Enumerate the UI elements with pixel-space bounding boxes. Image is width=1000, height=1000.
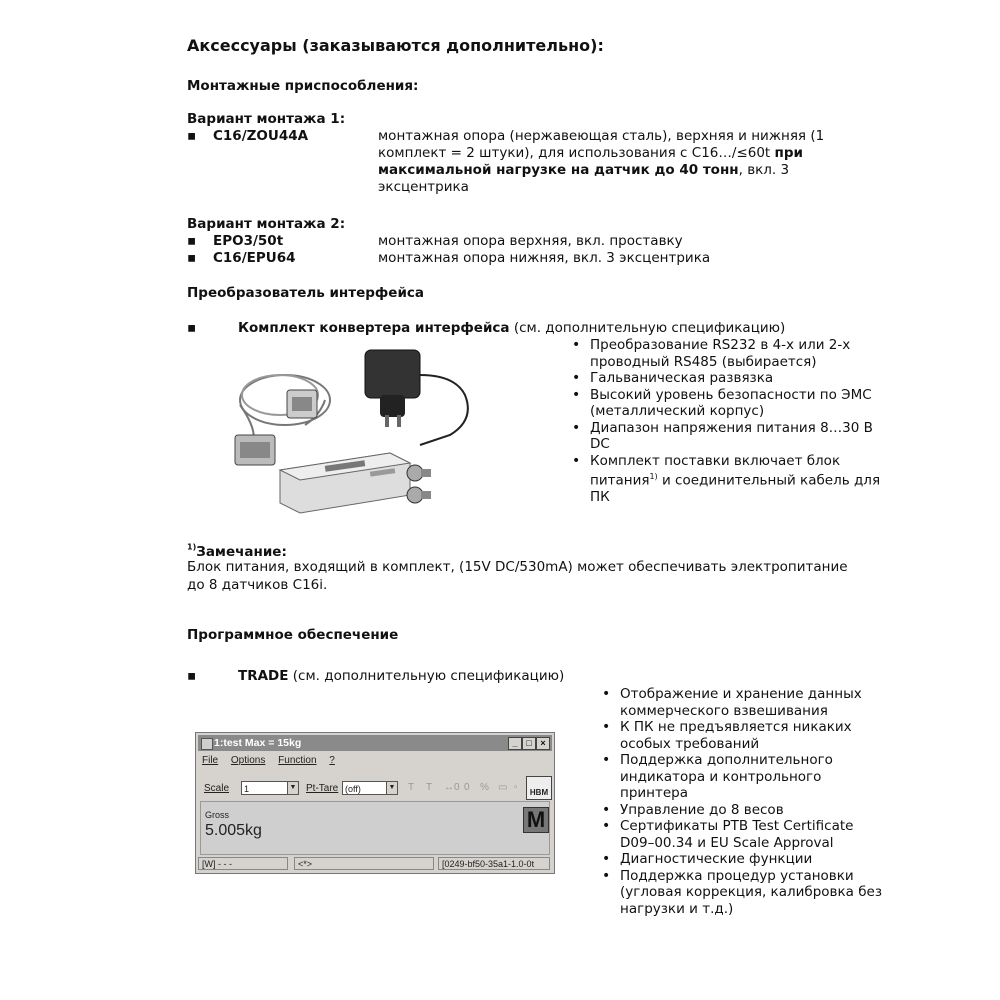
print-icon[interactable]: ▭ [498,782,508,793]
trade-window [195,732,555,874]
list-item: • К ПК не предъявляется никаких особых требований [600,719,885,752]
chevron-down-icon[interactable]: ▼ [386,782,397,794]
list-item: • Поддержка процедур установки (угловая коррекция, калибровка без нагрузки и т.д.) [600,868,885,918]
status-bar [198,857,552,871]
chevron-down-icon[interactable]: ▼ [287,782,298,794]
pt-tare-select[interactable]: (off) ▼ [342,781,398,795]
list-item: • Отображение и хранение данных коммерческого взвешивания [600,686,885,719]
menu-options[interactable]: Options [230,755,266,766]
gross-value: 5.005kg [205,822,262,839]
hbm-logo: HBM [526,776,552,800]
bullet: ▪ [187,320,197,336]
status-left: [W] - - - [198,857,288,870]
status-mid: <*> [294,857,434,870]
tare-icon[interactable]: T [408,782,415,793]
app-icon [201,738,213,750]
list-item: • Диагностические функции [600,851,885,868]
pt-tare-label: Pt-Tare [306,783,339,794]
remark-heading: $^{1)}$Замечание: [187,542,287,560]
menu-help[interactable]: ? [329,755,335,766]
scale-select[interactable]: 1 ▼ [241,781,299,795]
bullet: ▪ [187,233,197,249]
variant1-desc: монтажная опора (нержавеющая сталь), верхняя и нижняя (1 комплект = 2 штуки), для использования с C16…/≤60t при максимальной нагрузке на датчик до 40 тонн, вкл. 3 эксцентрика [378,128,825,195]
bullet: ▪ [187,250,197,266]
menu-file[interactable]: File [202,755,219,766]
software-heading: Программное обеспечение [187,627,399,643]
zero-icon[interactable]: ↔0 [444,782,460,793]
software-item: TRADE (см. дополнительную спецификацию) [238,668,565,684]
list-item: • Комплект поставки включает блок питания$^{1)}$ и соединительный кабель для ПК [570,453,890,506]
page-title: Аксессуары (заказываются дополнительно): [187,36,604,55]
tare-set-icon[interactable]: T [426,782,433,793]
converter-heading: Преобразователь интерфейса [187,285,425,301]
scale-label: Scale [204,783,230,794]
variant2-desc-1: монтажная опора верхняя, вкл. проставку [378,233,683,249]
list-item: • Высокий уровень безопасности по ЭМС (металлический корпус) [570,387,890,420]
list-item: • Сертификаты PTB Test Certificate D09–00.34 и EU Scale Approval [600,818,885,851]
software-features [600,686,885,917]
info-icon[interactable]: ▫ [514,782,518,793]
status-right: [0249-bf50-35a1-1.0-0t [438,857,550,870]
variant2-code-2: C16/EPU64 [213,250,296,266]
list-item: • Гальваническая развязка [570,370,890,387]
converter-kit-photo [225,345,490,520]
zero-set-icon[interactable]: 0 [464,782,470,793]
remark-line-1: Блок питания, входящий в комплект, (15V DC/530mA) может обеспечивать электропитание [187,559,848,575]
maximize-icon[interactable]: □ [522,737,536,750]
menubar [202,755,345,766]
variant2-code-1: EPO3/50t [213,233,284,249]
minimize-icon[interactable]: _ [508,737,522,750]
list-item: • Управление до 8 весов [600,802,885,819]
gross-label: Gross [205,810,230,820]
mounting-heading: Монтажные приспособления: [187,78,419,94]
close-icon[interactable]: × [536,737,550,750]
converter-features [570,337,890,506]
converter-item: Комплект конвертера интерфейса (см. дополнительную спецификацию) [238,320,786,336]
variant2-heading: Вариант монтажа 2: [187,216,346,232]
variant2-desc-2: монтажная опора нижняя, вкл. 3 эксцентрика [378,250,711,266]
variant1-heading: Вариант монтажа 1: [187,111,346,127]
remark-line-2: до 8 датчиков C16i. [187,577,328,593]
menu-function[interactable]: Function [278,755,317,766]
bullet: ▪ [187,668,197,684]
bullet: ▪ [187,128,197,144]
percent-icon[interactable]: % [480,782,489,793]
mode-indicator: M [523,807,549,833]
list-item: • Преобразование RS232 в 4-х или 2-х проводный RS485 (выбирается) [570,337,890,370]
window-title: 1:test Max = 15kg [214,737,302,749]
list-item: • Поддержка дополнительного индикатора и контрольного принтера [600,752,885,802]
window-titlebar [198,735,552,751]
variant1-code: C16/ZOU44A [213,128,309,144]
list-item: • Диапазон напряжения питания 8…30 В DC [570,420,890,453]
weight-panel [200,801,550,855]
